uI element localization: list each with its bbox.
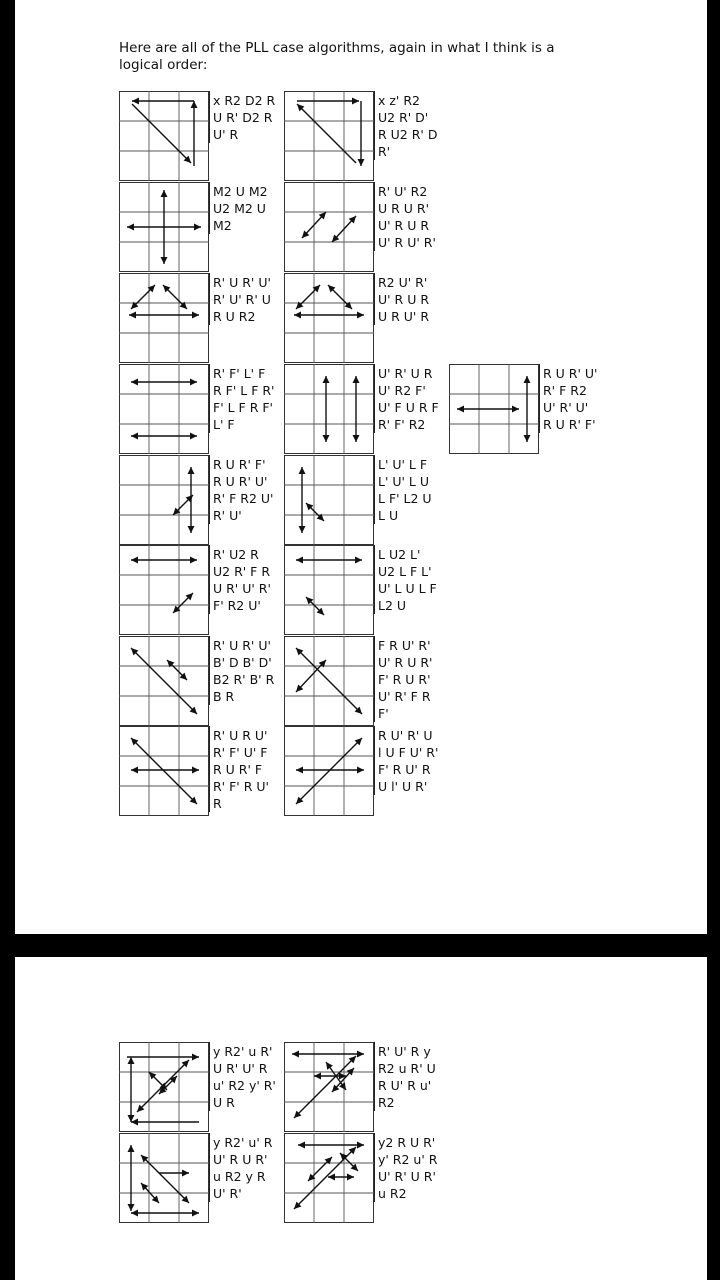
algorithm-line: U' R U' R' <box>378 235 436 250</box>
algorithm-line: y' R2 u' R <box>378 1152 438 1167</box>
algorithm-line: U R U R' <box>378 201 430 216</box>
algorithm-line: U' F U R F <box>378 400 439 415</box>
algorithm-line: R' F' U' F <box>213 745 268 760</box>
pll-diagram-jb <box>284 455 374 545</box>
pll-diagram-y <box>284 636 374 726</box>
algorithm-line: U R' D2 R <box>213 110 273 125</box>
algorithm-line: R U R' U' <box>213 474 268 489</box>
algorithm-line: U R' U' R <box>213 1061 268 1076</box>
algorithm-text <box>209 182 278 234</box>
algorithm-line: U' R U R <box>378 292 430 307</box>
algorithm-line: R' U2 R <box>213 547 259 562</box>
algorithm-line: U' R <box>213 127 239 142</box>
grid-frame <box>285 546 374 635</box>
algorithm-line: R U2 R' D <box>378 127 438 142</box>
algorithm-line: F' <box>378 706 389 721</box>
algorithm-line: U' R U R' <box>213 1152 268 1167</box>
pll-diagram-rb <box>284 545 374 635</box>
algorithm-line: R U' R u' <box>378 1078 432 1093</box>
algorithm-text <box>209 455 288 524</box>
pll-diagram-gc <box>119 1133 209 1223</box>
pll-diagram-ra <box>119 545 209 635</box>
algorithm-text <box>374 182 448 251</box>
algorithm-line: R' U R' U' <box>213 638 271 653</box>
document-page-1 <box>15 0 707 934</box>
algorithm-line: R2 <box>378 1095 395 1110</box>
algorithm-line: u' R2 y' R' <box>213 1078 276 1093</box>
algorithm-line: u R2 <box>378 1186 407 1201</box>
grid-frame <box>120 365 209 454</box>
algorithm-line: R' <box>378 144 391 159</box>
algorithm-line: y R2' u R' <box>213 1044 273 1059</box>
algorithm-line: U2 M2 U <box>213 201 266 216</box>
algorithm-line: R' U' R2 <box>378 184 428 199</box>
pll-diagram-n <box>284 364 374 454</box>
pll-diagram-gd <box>284 1133 374 1223</box>
algorithm-line: U R <box>213 1095 235 1110</box>
grid-frame <box>285 365 374 454</box>
algorithm-line: L' U' L U <box>378 474 430 489</box>
algorithm-line: U' R' F R <box>378 689 431 704</box>
algorithm-line: R2 U' R' <box>378 275 428 290</box>
algorithm-line: R' F R2 U' <box>213 491 274 506</box>
algorithm-line: B' D B' D' <box>213 655 272 670</box>
document-page-2 <box>15 957 707 1280</box>
algorithm-line: R U R' F' <box>543 417 596 432</box>
algorithm-text <box>209 273 283 325</box>
pll-diagram-ja <box>119 455 209 545</box>
grid-frame <box>120 546 209 635</box>
algorithm-line: R' U R' U' <box>213 275 271 290</box>
grid-frame <box>285 456 374 545</box>
algorithm-line: R U R' F <box>213 762 263 777</box>
algorithm-line: B2 R' B' R <box>213 672 275 687</box>
algorithm-line: U2 R' D' <box>378 110 429 125</box>
pll-diagram-gb <box>284 1042 374 1132</box>
algorithm-line: R' F R2 <box>543 383 587 398</box>
algorithm-text <box>374 273 448 325</box>
algorithm-text <box>374 545 453 614</box>
algorithm-line: B R <box>213 689 235 704</box>
algorithm-line: U' R2 F' <box>378 383 426 398</box>
algorithm-text <box>374 636 448 722</box>
algorithm-text <box>374 455 448 524</box>
algorithm-line: R' U' R y <box>378 1044 431 1059</box>
algorithm-text <box>209 545 288 614</box>
algorithm-line: y R2' u' R <box>213 1135 273 1150</box>
algorithm-line: x R2 D2 R <box>213 93 276 108</box>
algorithm-line: l U F U' R' <box>378 745 439 760</box>
pll-diagram-z <box>284 182 374 272</box>
algorithm-line: F R U' R' <box>378 638 431 653</box>
algorithm-text <box>209 91 283 143</box>
algorithm-text <box>374 364 453 433</box>
algorithm-line: U' L U L F <box>378 581 437 596</box>
intro-text: Here are all of the PLL case algorithms, again in what I think is a logical order: <box>119 40 555 73</box>
algorithm-line: U2 L F L' <box>378 564 432 579</box>
algorithm-line: U' R' <box>213 1186 242 1201</box>
algorithm-line: L U2 L' <box>378 547 421 562</box>
algorithm-line: U' R' U' <box>543 400 589 415</box>
algorithm-line: L F' L2 U <box>378 491 432 506</box>
grid-frame <box>285 183 374 272</box>
algorithm-text <box>539 364 613 433</box>
algorithm-text <box>374 91 448 160</box>
algorithm-line: R' F' R2 <box>378 417 426 432</box>
algorithm-text <box>374 726 453 795</box>
algorithm-line: R' U' <box>213 508 242 523</box>
algorithm-text <box>209 1133 283 1202</box>
algorithm-line: R' F' R U' <box>213 779 269 794</box>
algorithm-line: U' R' U R <box>378 366 433 381</box>
algorithm-line: R2 u R' U <box>378 1061 436 1076</box>
algorithm-line: F' R U R' <box>378 672 431 687</box>
pll-diagram-e <box>119 364 209 454</box>
algorithm-line: U' R U R' <box>378 655 433 670</box>
algorithm-line: F' R2 U' <box>213 598 261 613</box>
algorithm-line: R U R' F' <box>213 457 266 472</box>
algorithm-text <box>209 636 288 705</box>
algorithm-line: y2 R U R' <box>378 1135 436 1150</box>
algorithm-line: R U R2 <box>213 309 256 324</box>
algorithm-line: R' U' R' U <box>213 292 271 307</box>
algorithm-line: L' F <box>213 417 235 432</box>
grid-frame <box>120 456 209 545</box>
pll-diagram-na <box>119 726 209 816</box>
algorithm-line: U' R U R <box>378 218 430 233</box>
algorithm-line: M2 <box>213 218 232 233</box>
pll-diagram-ua <box>119 273 209 363</box>
algorithm-line: F' L F R F' <box>213 400 273 415</box>
algorithm-line: u R2 y R <box>213 1169 266 1184</box>
algorithm-line: U R' U' R' <box>213 581 271 596</box>
algorithm-line: R U R' U' <box>543 366 598 381</box>
algorithm-text <box>374 1133 453 1202</box>
algorithm-line: U l' U R' <box>378 779 428 794</box>
algorithm-line: R' F' L' F <box>213 366 266 381</box>
algorithm-line: x z' R2 <box>378 93 420 108</box>
algorithm-line: U' R' U R' <box>378 1169 436 1184</box>
algorithm-line: R' U R U' <box>213 728 268 743</box>
algorithm-text <box>209 364 288 433</box>
pll-diagram-t <box>449 364 539 454</box>
algorithm-text <box>209 726 288 812</box>
pll-diagram-ub <box>284 273 374 363</box>
pll-diagram-ga <box>119 1042 209 1132</box>
algorithm-line: M2 U M2 <box>213 184 268 199</box>
algorithm-line: U2 R' F R <box>213 564 271 579</box>
pll-diagram-a2 <box>284 91 374 181</box>
pll-diagram-nb <box>284 726 374 816</box>
algorithm-text <box>209 1042 288 1111</box>
algorithm-line: R <box>213 796 222 811</box>
algorithm-line: R U' R' U <box>378 728 433 743</box>
algorithm-line: L' U' L F <box>378 457 428 472</box>
algorithm-text <box>374 1042 448 1111</box>
pll-diagram-h <box>119 182 209 272</box>
algorithm-line: U R U' R <box>378 309 430 324</box>
algorithm-line: L U <box>378 508 399 523</box>
algorithm-line: F' R U' R <box>378 762 431 777</box>
algorithm-line: R F' L F R' <box>213 383 275 398</box>
pll-diagram-a1 <box>119 91 209 181</box>
algorithm-line: L2 U <box>378 598 407 613</box>
pll-diagram-v <box>119 636 209 726</box>
